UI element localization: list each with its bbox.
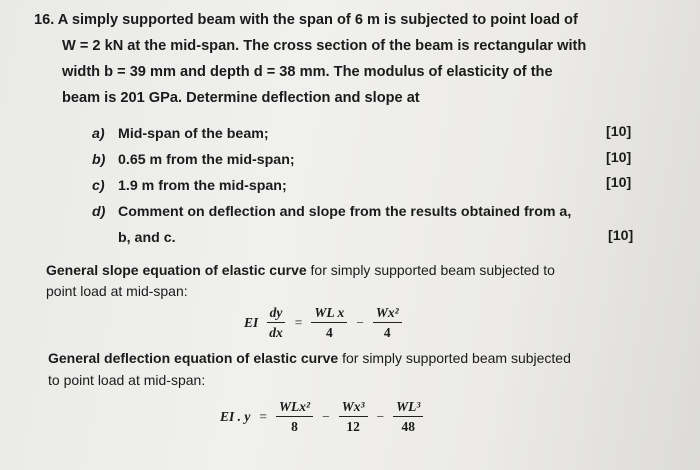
- slope-term-2-den: 4: [383, 325, 391, 340]
- slope-lhs: EI: [244, 314, 259, 330]
- slope-intro-rest: for simply supported beam subjected to: [306, 262, 555, 278]
- deflection-term-3-den: 48: [401, 419, 416, 434]
- deflection-intro-line-2: to point load at mid-span:: [48, 372, 206, 388]
- part-b: [92, 152, 295, 168]
- slope-dx: dx: [269, 325, 283, 340]
- slope-intro-line-2: point load at mid-span:: [46, 283, 188, 299]
- deflection-term-3-num: WL³: [393, 399, 423, 417]
- slope-term-1-num: WL x: [311, 305, 347, 323]
- part-b-letter: b): [92, 152, 106, 168]
- part-d-text-line2: b, and c.: [118, 230, 176, 246]
- part-b-marks: [10]: [606, 150, 632, 166]
- deflection-term-2-num: Wx³: [339, 399, 368, 417]
- deflection-equation: [220, 399, 427, 434]
- part-a-letter: a): [92, 126, 105, 142]
- part-a-text: Mid-span of the beam;: [118, 126, 269, 142]
- equals-sign: =: [294, 314, 303, 330]
- question-line-2: W = 2 kN at the mid-span. The cross section of the beam is rectangular with: [62, 38, 587, 54]
- question-line-1: 16. A simply supported beam with the span of 6 m is subjected to point load of: [34, 12, 578, 28]
- deflection-intro-bold: General deflection equation of elastic curve: [48, 350, 339, 366]
- part-d-marks: [10]: [608, 228, 634, 244]
- slope-dydx: [266, 305, 286, 340]
- part-a: [92, 126, 269, 142]
- equals-sign: =: [259, 408, 267, 424]
- slope-intro-line-1: [46, 262, 555, 278]
- part-b-text: 0.65 m from the mid-span;: [118, 152, 295, 168]
- slope-term-2-num: Wx²: [373, 305, 402, 323]
- slope-intro-bold: General slope equation of elastic curve: [46, 262, 307, 278]
- part-d: [92, 204, 571, 220]
- question-line-3: width b = 39 mm and depth d = 38 mm. The modulus of elasticity of the: [62, 64, 553, 80]
- part-d-letter: d): [92, 204, 106, 220]
- question-line-4: beam is 201 GPa. Determine deflection and slope at: [62, 90, 420, 106]
- deflection-intro-rest: for simply supported beam subjected: [338, 350, 571, 366]
- deflection-term-1-num: WLx²: [276, 399, 313, 417]
- slope-term-1: [311, 305, 347, 340]
- deflection-term-2: [339, 399, 368, 434]
- part-c-marks: [10]: [606, 175, 632, 191]
- deflection-term-3: [393, 399, 423, 434]
- part-a-marks: [10]: [606, 124, 632, 140]
- deflection-term-1: [276, 399, 313, 434]
- deflection-lhs: EI . y: [220, 408, 251, 424]
- part-d-text: Comment on deflection and slope from the results obtained from a,: [118, 204, 572, 220]
- slope-equation: [244, 305, 406, 340]
- part-c: [92, 178, 287, 194]
- minus-sign: −: [356, 314, 364, 330]
- deflection-intro-line-1: [48, 350, 571, 366]
- minus-sign: −: [376, 408, 385, 424]
- part-c-letter: c): [92, 178, 105, 194]
- minus-sign: −: [322, 408, 330, 424]
- slope-term-1-den: 4: [325, 325, 333, 340]
- deflection-term-2-den: 12: [346, 419, 360, 434]
- slope-term-2: [373, 305, 402, 340]
- slope-dy: dy: [267, 305, 286, 323]
- deflection-term-1-den: 8: [291, 419, 298, 434]
- part-c-text: 1.9 m from the mid-span;: [118, 178, 287, 194]
